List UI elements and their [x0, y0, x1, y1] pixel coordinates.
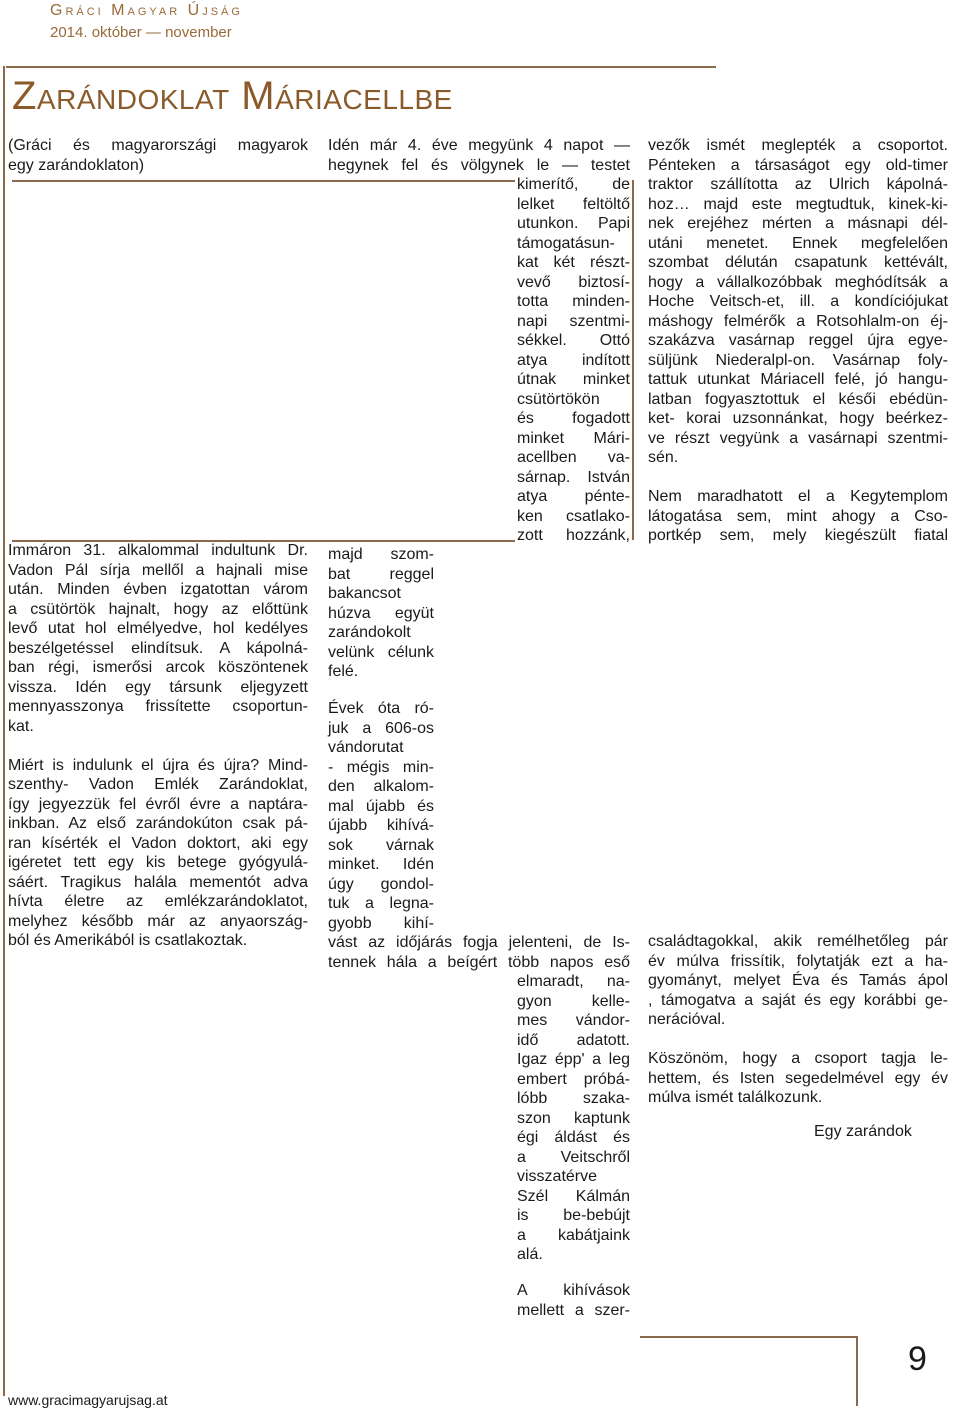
text-line: Évek óta ró- — [328, 700, 434, 717]
text-line: visszatérve — [517, 1168, 598, 1185]
text-line: után. Minden évben izgatottan várom — [8, 581, 308, 598]
text-line: ban régi, ismerősi arcok köszöntenek — [8, 659, 308, 676]
text-line: hettem, és Isten segedelmével egy év — [648, 1069, 948, 1087]
text-line: vást az időjárás fogja jelenteni, de Is- — [328, 934, 630, 951]
text-line: sén. — [648, 449, 679, 466]
text-line: , támogatva a saját és egy korábbi ge- — [648, 991, 948, 1009]
text-line: vissza. Idén egy társunk eljegyzett — [8, 678, 308, 696]
text-line: tennek hála a beígért több napos eső — [328, 953, 630, 971]
text-line: utáni menetet. Ennek megfelelően — [648, 234, 948, 252]
text-line: hoz… majd este megtudtuk, kinek-ki- — [648, 195, 948, 213]
text-line: húzva együt — [328, 604, 434, 622]
text-line: a csütörtök hajnalt, hogy az előttünk — [8, 600, 308, 618]
text-line: látogatása sem, mint ahogy a Cso- — [648, 507, 948, 525]
footer-rule — [640, 1336, 856, 1338]
text-line: csütörtökön — [517, 390, 600, 408]
text-line: vezők ismét meglepték a csoportot. — [648, 137, 948, 154]
text-line: vevő biztosí- — [517, 273, 630, 291]
text-line: inkban. Az első zarándokúton csak pá- — [8, 815, 308, 832]
text-line: minket. Idén — [328, 856, 434, 873]
text-line: sáért. Tragikus halála mementót adva — [8, 873, 308, 891]
text-line: A kihívások — [517, 1282, 630, 1299]
article-title: Zarándoklat Máriacellbe — [12, 74, 453, 118]
text-line: így jegyezzük fel évről évre a naptára- — [8, 795, 308, 813]
text-line: Pénteken a társaságot egy old-timer — [648, 156, 948, 174]
text-line: útnak minket — [517, 371, 630, 388]
text-line: ve részt vegyünk a vasárnapi szentmi- — [648, 429, 948, 447]
text-line: mellett a szer- — [517, 1301, 630, 1319]
text-line: süljünk Niederalpl-on. Vasárnap foly- — [648, 351, 948, 369]
issue-date: 2014. október — november — [50, 24, 232, 41]
text-line: sok várnak — [328, 836, 434, 854]
text-line: acellben va- — [517, 449, 630, 466]
col2-top — [328, 136, 630, 175]
col3-top — [648, 136, 948, 546]
image-frame-left — [3, 66, 5, 1396]
text-line: múlva ismét találkozunk. — [648, 1089, 823, 1106]
text-line: felé. — [328, 663, 359, 680]
text-line: kimerítő, de — [517, 176, 630, 193]
footer-vertical-rule — [856, 1336, 858, 1406]
col2-left-narrow-a — [328, 545, 434, 682]
text-line: portkép sem, mely kiegészült fiatal — [648, 527, 948, 544]
text-line: napi szentmi- — [517, 312, 630, 330]
text-line: nerációval. — [648, 1011, 726, 1028]
text-line: den alkalom- — [328, 778, 434, 795]
text-line: traktor szállította az Ulrich kápolná- — [648, 176, 948, 193]
text-line: úgy gondol- — [328, 875, 434, 893]
text-line: (Gráci és magyarországi magyarok — [8, 137, 308, 154]
text-line: lóbb szaka- — [517, 1090, 630, 1107]
text-line: mal újabb és — [328, 797, 434, 815]
text-line: nek erejéhez mérten a másnapi dél- — [648, 215, 948, 232]
text-line: atya indított — [517, 351, 630, 369]
text-line: Nem maradhatott el a Kegytemplom — [648, 488, 948, 505]
text-line: mes vándor- — [517, 1012, 630, 1029]
text-line: kat két részt- — [517, 254, 630, 271]
text-line: vándorutat — [328, 739, 404, 756]
text-line: Szél Kálmán — [517, 1187, 630, 1205]
text-line: zott hozzánk, — [517, 527, 630, 544]
text-line: Hoche Veitsch-et, ill. a kondíciójukat — [648, 293, 948, 310]
text-line: elmaradt, na- — [517, 973, 630, 990]
text-line: kat. — [8, 717, 34, 735]
text-line: Köszönöm, hogy a csoport tagja le- — [648, 1050, 948, 1067]
text-line: minket Mári- — [517, 429, 630, 447]
text-line: gyobb kihí- — [328, 914, 434, 932]
text-line: ket- korai uzsonnánkat, hogy beérkez- — [648, 410, 948, 427]
text-line: mennyasszonya frissítette csoportun- — [8, 698, 308, 715]
text-line: ken csatlako- — [517, 507, 630, 525]
footer-url[interactable]: www.gracimagyarujsag.at — [8, 1392, 168, 1408]
image-frame-top — [12, 180, 515, 182]
text-line: sárnap. István — [517, 468, 630, 486]
text-line: idő adatott. — [517, 1031, 630, 1049]
col2-left-narrow-b — [328, 699, 434, 933]
text-line: bakancsot — [328, 585, 401, 602]
text-line: támogatásun- — [517, 234, 615, 252]
publication-name: Gráci Magyar Újság — [50, 2, 243, 19]
text-line: hogy a vállalkozóbbak meghódítsák a — [648, 273, 948, 291]
text-line: a Veitschről — [517, 1148, 630, 1166]
col3-bottom — [648, 932, 948, 1108]
page-number: 9 — [908, 1340, 927, 1378]
text-line: szenthy- Vadon Emlék Zarándoklat, — [8, 776, 308, 793]
col2-full — [328, 933, 630, 972]
text-line: levő utat hol elmélyedve, hol kedélyes — [8, 620, 308, 637]
text-line: alá. — [517, 1246, 543, 1263]
col2-right-narrow — [517, 175, 630, 546]
paragraph-gap — [648, 468, 948, 488]
text-line: majd szom- — [328, 546, 434, 563]
signature: Egy zarándok — [814, 1123, 912, 1140]
paragraph-gap — [8, 736, 308, 756]
text-line: hívta életre az emlékzarándoklatot, — [8, 893, 308, 910]
text-line: egy zarándoklaton) — [8, 156, 145, 174]
text-line: gyon kelle- — [517, 992, 630, 1010]
text-line: embert próbá- — [517, 1070, 630, 1088]
text-line: szon kaptunk — [517, 1109, 630, 1127]
text-line: - mégis min- — [328, 758, 434, 776]
text-line: zarándokolt — [328, 624, 411, 641]
image-frame-bottom — [12, 540, 515, 542]
text-line: juk a 606-os — [328, 719, 434, 737]
header-rule — [6, 66, 716, 68]
text-line: gyományt, melyet Éva és Tamás ápol — [648, 972, 948, 989]
text-line: ból és Amerikából is csatlakoztak. — [8, 932, 248, 949]
text-line: szakázva vasárnap reggel újra egye- — [648, 332, 948, 349]
text-line: tattuk utunkat Máriacell felé, jó hangu- — [648, 371, 948, 388]
text-line: ran kísérték el Vadon doktort, aki egy — [8, 834, 308, 852]
col1-intro — [8, 136, 308, 175]
text-line: máshogy felmérők a Rotsohlalm-on éj- — [648, 312, 948, 330]
text-line: Idén már 4. éve megyünk 4 napot — — [328, 137, 630, 154]
text-line: újabb kihívá- — [328, 817, 434, 834]
col2-right-narrow-b — [517, 972, 630, 1265]
text-line: atya pénte- — [517, 488, 630, 505]
text-line: beszélgetéssel elindítsuk. A kápolná- — [8, 639, 308, 657]
text-line: melyhez később már az anyaország- — [8, 912, 308, 930]
text-line: és fogadott — [517, 410, 630, 427]
paragraph-gap — [648, 1030, 948, 1050]
text-line: Miért is indulunk el újra és újra? Mind- — [8, 756, 308, 774]
text-line: Igaz épp' a leg — [517, 1051, 630, 1068]
text-line: igéretet tett egy kis betege gyógyulá- — [8, 854, 308, 871]
text-line: Vadon Pál sírja mellől a hajnali mise — [8, 561, 308, 579]
text-line: családtagokkal, akik remélhetőleg pár — [648, 933, 948, 950]
text-line: szombat délután csapatunk kettévált, — [648, 254, 948, 271]
col1-main — [8, 541, 308, 951]
text-line: Immáron 31. alkalommal indultunk Dr. — [8, 542, 308, 559]
text-line: lelket feltöltő — [517, 195, 630, 213]
text-line: a kabátjaink — [517, 1226, 630, 1244]
text-line: tuk a legna- — [328, 895, 434, 912]
text-line: sékkel. Ottó — [517, 332, 630, 349]
text-line: totta minden- — [517, 293, 630, 310]
text-line: velünk célunk — [328, 643, 434, 661]
text-line: bat reggel — [328, 565, 434, 583]
image-frame-right — [632, 180, 634, 540]
text-line: égi áldást és — [517, 1129, 630, 1146]
text-line: év múlva frissítik, folytatják ezt a ha- — [648, 952, 948, 970]
text-line: hegynek fel és völgynek le — testet — [328, 156, 630, 174]
text-line: utunkon. Papi — [517, 215, 630, 232]
text-line: is be-bebújt — [517, 1207, 630, 1224]
text-line: latban fogyasztottuk el késői ebédün- — [648, 390, 948, 408]
col2-right-narrow-c — [517, 1281, 630, 1320]
